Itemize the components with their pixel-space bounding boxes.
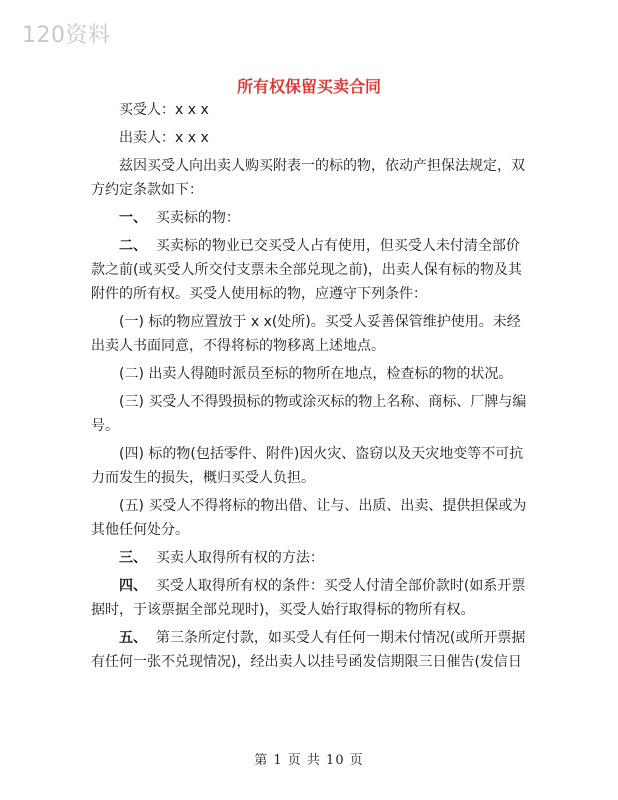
clause-text: 买卖人取得所有权的方法： bbox=[155, 550, 324, 566]
clause-5 bbox=[91, 626, 528, 674]
sub-clause-text: (一) 标的物应置放于 x x(处所)。买受人妥善保管维护使用。未经出卖人书面同意，不得将标的物移离上述地点。 bbox=[91, 314, 521, 354]
clause-4 bbox=[91, 574, 528, 622]
sub-clause-text: (四) 标的物(包括零件、附件)因火灾、盗窃以及天灾地变等不可抗力而发生的损失，概归买受人负担。 bbox=[91, 446, 524, 486]
sub-clause-1 bbox=[91, 310, 528, 358]
clause-number: 四、 bbox=[119, 578, 147, 594]
clause-1 bbox=[91, 206, 528, 230]
paragraph-text: 买受人：x x x bbox=[119, 102, 209, 118]
clause-text: 买受人取得所有权的条件：买受人付清全部价款时(如系开票据时，于该票据全部兑现时)，买受人始行取得标的物所有权。 bbox=[91, 578, 526, 618]
sub-clause-3 bbox=[91, 390, 528, 438]
paragraph-text: 出卖人：x x x bbox=[119, 130, 209, 146]
page-footer: 第 1 页 共 10 页 bbox=[254, 753, 364, 768]
sub-clause-text: (二) 出卖人得随时派员至标的物所在地点，检查标的物的状况。 bbox=[119, 366, 513, 382]
sub-clause-text: (三) 买受人不得毁损标的物或涂灭标的物上名称、商标、厂牌与编号。 bbox=[91, 394, 527, 434]
watermark: 120资料 bbox=[22, 23, 111, 48]
paragraph-preamble bbox=[91, 154, 528, 202]
clause-text: 第三条所定付款，如买受人有任何一期未付情况(或所开票据有任何一张不兑现情况)，经出卖人以挂号函发信期限三日催告(发信日 bbox=[91, 630, 526, 670]
paragraph-text: 兹因买受人向出卖人购买附表一的标的物，依动产担保法规定，双方约定条款如下： bbox=[91, 158, 525, 198]
clause-number: 三、 bbox=[119, 550, 147, 566]
clause-text: 买卖标的物业已交买受人占有使用，但买受人未付清全部价款之前(或买受人所交付支票未全部兑现之前)，出卖人保有标的物及其附件的所有权。买受人使用标的物，应遵守下列条件： bbox=[91, 238, 522, 302]
clause-2 bbox=[91, 234, 528, 306]
sub-clause-2 bbox=[91, 362, 528, 386]
sub-clause-text: (五) 买受人不得将标的物出借、让与、出质、出卖、提供担保或为其他任何处分。 bbox=[91, 498, 527, 538]
clause-number: 二、 bbox=[119, 238, 147, 254]
clause-number: 一、 bbox=[119, 210, 147, 226]
clause-text: 买卖标的物： bbox=[155, 210, 240, 226]
document-title: 所有权保留买卖合同 bbox=[236, 77, 381, 96]
sub-clause-5 bbox=[91, 494, 528, 542]
sub-clause-4 bbox=[91, 442, 528, 490]
clause-number: 五、 bbox=[119, 630, 147, 646]
paragraph-buyer bbox=[91, 98, 528, 122]
paragraph-seller bbox=[91, 126, 528, 150]
clause-3 bbox=[91, 546, 528, 570]
document-body bbox=[91, 98, 528, 678]
